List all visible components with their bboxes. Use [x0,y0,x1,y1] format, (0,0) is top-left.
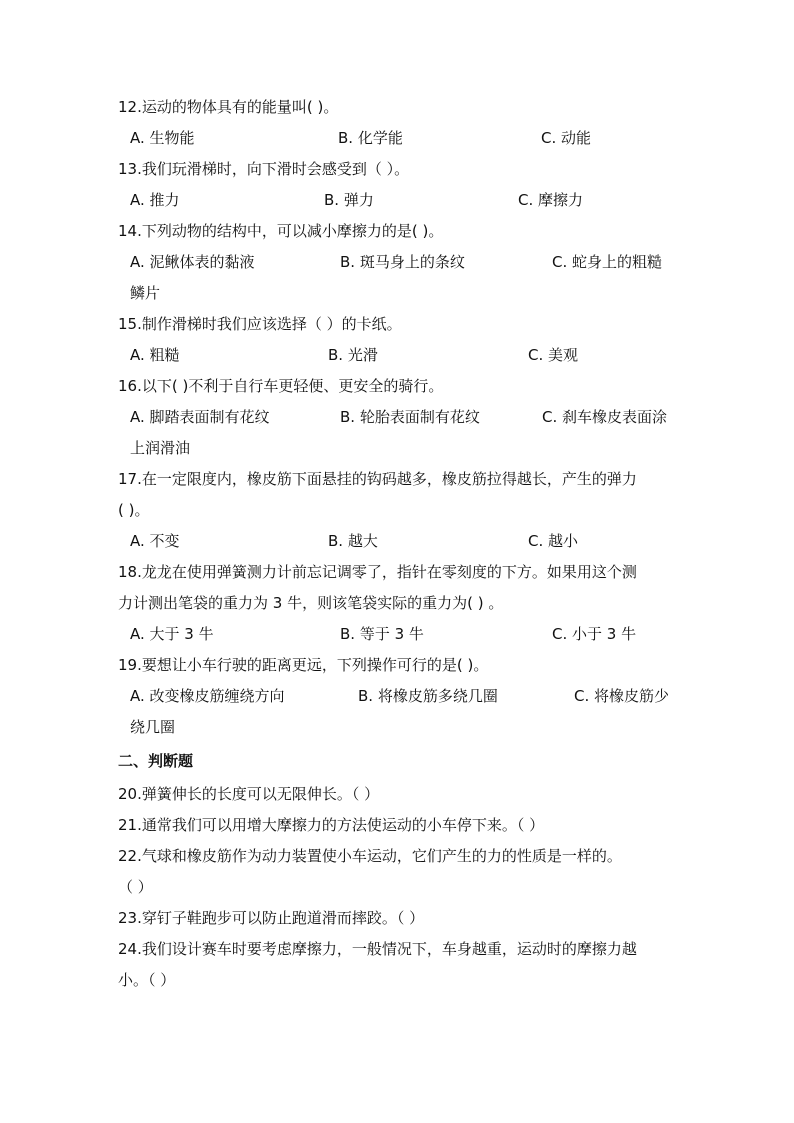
question-21: 21.通常我们可以用增大摩擦力的方法使运动的小车停下来。（ ） [118,816,545,834]
option-a: A. 脚踏表面制有花纹 [130,408,270,426]
option-a: A. 大于 3 牛 [130,625,214,643]
option-b: B. 斑马身上的条纹 [340,253,465,271]
option-a: A. 不变 [130,532,180,550]
question-18-continued: 力计测出笔袋的重力为 3 牛，则该笔袋实际的重力为( ) 。 [118,594,504,612]
question-list [118,92,678,996]
question-16-options [118,402,678,433]
question-15-options [118,340,678,371]
question-13-options [118,185,678,216]
option-c: C. 越小 [528,532,579,550]
question-12-options [118,123,678,154]
option-b: B. 化学能 [338,129,403,147]
option-b: B. 越大 [328,532,378,550]
question-17-options [118,526,678,557]
question-22-continued: （ ） [118,878,153,896]
option-b: B. 弹力 [324,191,374,209]
section-title-true-false: 二、判断题 [118,752,194,770]
question-17: 17.在一定限度内，橡皮筋下面悬挂的钩码越多，橡皮筋拉得越长，产生的弹力 [118,470,637,488]
option-a: A. 推力 [130,191,180,209]
question-17-continued: ( )。 [118,501,150,519]
question-19: 19.要想让小车行驶的距离更远，下列操作可行的是( )。 [118,656,489,674]
question-13: 13.我们玩滑梯时，向下滑时会感受到（ ）。 [118,160,410,178]
question-14-option-c-continued: 鳞片 [130,284,161,302]
question-24: 24.我们设计赛车时要考虑摩擦力，一般情况下，车身越重，运动时的摩擦力越 [118,940,637,958]
option-c: C. 将橡皮筋少 [574,687,670,705]
question-16: 16.以下( )不利于自行车更轻便、更安全的骑行。 [118,377,444,395]
question-12: 12.运动的物体具有的能量叫( )。 [118,98,339,116]
option-c: C. 蛇身上的粗糙 [552,253,663,271]
option-a: A. 改变橡皮筋缠绕方向 [130,687,285,705]
question-16-option-c-continued: 上润滑油 [130,439,191,457]
question-24-continued: 小。（ ） [118,971,176,989]
option-a: A. 泥鳅体表的黏液 [130,253,255,271]
option-c: C. 美观 [528,346,579,364]
question-22: 22.气球和橡皮筋作为动力装置使小车运动，它们产生的力的性质是一样的。 [118,847,622,865]
option-b: B. 光滑 [328,346,378,364]
option-c: C. 刹车橡皮表面涂 [542,408,668,426]
option-b: B. 等于 3 牛 [340,625,424,643]
question-23: 23.穿钉子鞋跑步可以防止跑道滑而摔跤。（ ） [118,909,425,927]
question-20: 20.弹簧伸长的长度可以无限伸长。（ ） [118,785,380,803]
question-14: 14.下列动物的结构中，可以减小摩擦力的是( )。 [118,222,444,240]
question-19-option-c-continued: 绕几圈 [130,718,176,736]
question-14-options [118,247,678,278]
option-a: A. 粗糙 [130,346,180,364]
option-c: C. 动能 [541,129,592,147]
option-b: B. 轮胎表面制有花纹 [340,408,480,426]
question-15: 15.制作滑梯时我们应该选择（ ）的卡纸。 [118,315,402,333]
question-19-options [118,681,678,712]
option-c: C. 小于 3 牛 [552,625,637,643]
option-b: B. 将橡皮筋多绕几圈 [358,687,498,705]
question-18-options [118,619,678,650]
option-c: C. 摩擦力 [518,191,584,209]
question-18: 18.龙龙在使用弹簧测力计前忘记调零了，指针在零刻度的下方。如果用这个测 [118,563,637,581]
option-a: A. 生物能 [130,129,195,147]
